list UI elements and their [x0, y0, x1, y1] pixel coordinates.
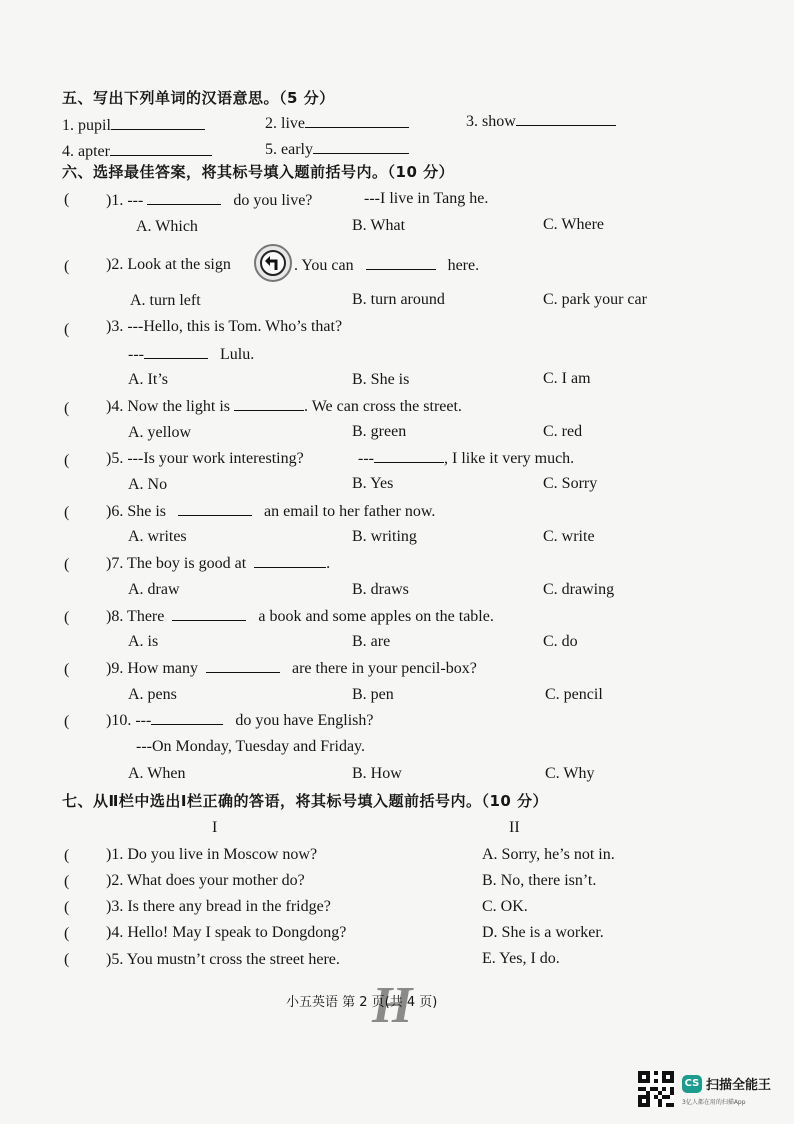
match-question: )1. Do you live in Moscow now? — [106, 846, 318, 863]
answer-paren: ( — [64, 661, 70, 678]
question-10: )10. --- do you have English? — [106, 712, 374, 729]
answer-paren: ( — [64, 452, 70, 469]
option-b: B. What — [352, 217, 406, 234]
answer-paren: ( — [64, 400, 70, 417]
match-answer: D. She is a worker. — [482, 924, 604, 941]
option-c: C. Where — [543, 216, 605, 233]
option-c: C. park your car — [543, 291, 647, 308]
word-item: 5. early — [265, 139, 409, 160]
option-b: B. She is — [352, 371, 410, 388]
section6-heading: 六、选择最佳答案，将其标号填入题前括号内。（10 分） — [62, 163, 455, 181]
question-2: )2. Look at the sign — [106, 256, 231, 273]
option-c: C. write — [543, 528, 595, 545]
column-1-header: I — [212, 819, 218, 836]
question-4: )4. Now the light is . We can cross the street. — [106, 398, 462, 415]
option-c: C. Why — [545, 765, 595, 782]
option-a: A. yellow — [128, 424, 192, 441]
option-a: A. writes — [128, 528, 187, 545]
match-question: )4. Hello! May I speak to Dongdong? — [106, 924, 347, 941]
answer-paren: ( — [64, 191, 70, 208]
answer-paren: ( — [64, 713, 70, 730]
option-b: B. draws — [352, 581, 409, 598]
match-answer: B. No, there isn’t. — [482, 872, 597, 889]
answer-paren: ( — [64, 556, 70, 573]
match-answer: C. OK. — [482, 898, 528, 915]
section7-heading: 七、从Ⅱ栏中选出Ⅰ栏正确的答语，将其标号填入题前括号内。（10 分） — [62, 792, 549, 810]
camscanner-logo-icon: CS — [682, 1075, 702, 1093]
question-5: )5. ---Is your work interesting? — [106, 450, 304, 467]
option-b: B. turn around — [352, 291, 445, 308]
match-question: )5. You mustn’t cross the street here. — [106, 951, 340, 968]
match-answer: A. Sorry, he’s not in. — [482, 846, 615, 863]
option-c: C. pencil — [545, 686, 603, 703]
option-a: A. No — [128, 476, 168, 493]
word-item: 3. show — [466, 111, 616, 132]
scanner-tagline: 3亿人都在用的扫描App — [682, 1099, 746, 1106]
option-c: C. Sorry — [543, 475, 598, 492]
answer-paren: ( — [64, 504, 70, 521]
question-10-line2: ---On Monday, Tuesday and Friday. — [136, 738, 366, 755]
answer-paren: ( — [64, 873, 70, 890]
option-a: A. is — [128, 633, 159, 650]
answer-paren: ( — [64, 321, 70, 338]
answer-paren: ( — [64, 925, 70, 942]
section5-heading: 五、写出下列单词的汉语意思。（5 分） — [62, 89, 335, 107]
question-1-reply: ---I live in Tang he. — [364, 190, 489, 207]
word-item: 4. apter — [62, 141, 212, 162]
option-c: C. drawing — [543, 581, 615, 598]
match-answer: E. Yes, I do. — [482, 950, 560, 967]
question-3-line2: --- Lulu. — [128, 346, 255, 363]
option-b: B. How — [352, 765, 402, 782]
word-item: 1. pupil — [62, 115, 205, 136]
column-2-header: II — [509, 819, 520, 836]
option-a: A. It’s — [128, 371, 168, 388]
question-9: )9. How many are there in your pencil-box? — [106, 660, 477, 677]
option-b: B. are — [352, 633, 391, 650]
watermark-h: H — [372, 977, 413, 1034]
option-c: C. I am — [543, 370, 591, 387]
turn-left-sign-icon — [254, 244, 292, 282]
word-item: 2. live — [265, 113, 409, 134]
page-footer: 小五英语 第 2 页(共 4 页) — [286, 995, 438, 1010]
option-b: B. green — [352, 423, 407, 440]
option-c: C. do — [543, 633, 578, 650]
option-c: C. red — [543, 423, 583, 440]
scanner-app-name: 扫描全能王 — [706, 1078, 772, 1093]
answer-paren: ( — [64, 847, 70, 864]
question-2-cont: . You can here. — [294, 257, 480, 274]
question-8: )8. There a book and some apples on the table. — [106, 608, 494, 625]
question-5-reply: --- , I like it very much. — [358, 450, 575, 467]
answer-paren: ( — [64, 609, 70, 626]
question-1: )1. --- do you live? — [106, 192, 313, 209]
question-7: )7. The boy is good at . — [106, 555, 331, 572]
option-a: A. pens — [128, 686, 177, 703]
option-a: A. When — [128, 765, 186, 782]
option-a: A. Which — [136, 218, 198, 235]
option-b: B. writing — [352, 528, 417, 545]
question-6: )6. She is an email to her father now. — [106, 503, 436, 520]
option-a: A. draw — [128, 581, 180, 598]
match-question: )2. What does your mother do? — [106, 872, 305, 889]
question-3: )3. ---Hello, this is Tom. Who’s that? — [106, 318, 343, 335]
option-b: B. pen — [352, 686, 394, 703]
qr-code-icon — [638, 1071, 674, 1107]
answer-paren: ( — [64, 951, 70, 968]
answer-paren: ( — [64, 899, 70, 916]
option-a: A. turn left — [130, 292, 201, 309]
match-question: )3. Is there any bread in the fridge? — [106, 898, 331, 915]
answer-paren: ( — [64, 258, 70, 275]
option-b: B. Yes — [352, 475, 394, 492]
